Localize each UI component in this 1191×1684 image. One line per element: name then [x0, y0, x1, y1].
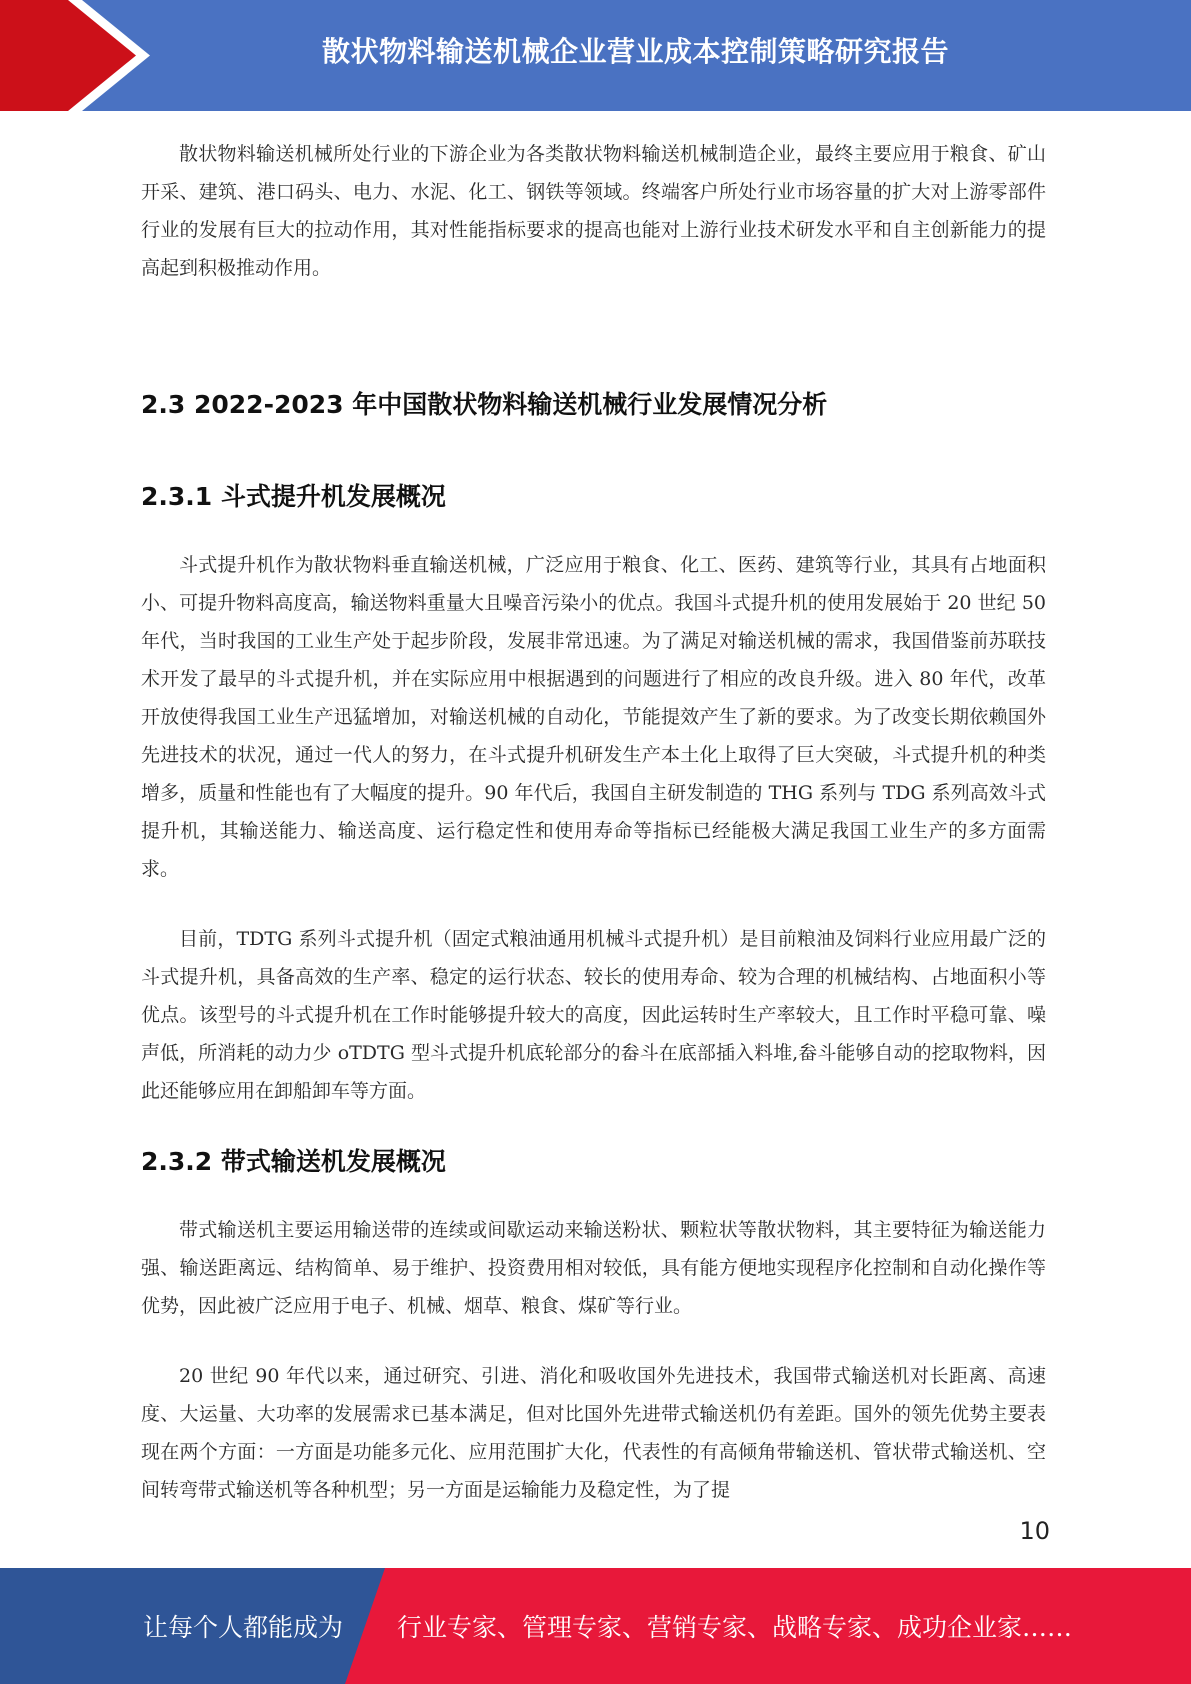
paragraph: 目前，TDTG 系列斗式提升机（固定式粮油通用机械斗式提升机）是目前粮油及饲料行业应用最广泛的斗式提升机，具备高效的生产率、稳定的运行状态、较长的使用寿命、较为合理的机械结构、占地面积小等优点。该型号的斗式提升机在工作时能够提升较大的高度，因此运转时生产率较大，且工作时平稳可靠、噪声低，所消耗的动力少 oTDTG 型斗式提升机底轮部分的畚斗在底部插入料堆,畚斗能够自动的挖取物料，因此还能够应用在卸船卸车等方面。	[141, 928, 1046, 1102]
paragraph: 20 世纪 90 年代以来，通过研究、引进、消化和吸收国外先进技术，我国带式输送机对长距离、高速度、大运量、大功率的发展需求已基本满足，但对比国外先进带式输送机仍有差距。国外的领先优势主要表现在两个方面：一方面是功能多元化、应用范围扩大化，代表性的有高倾角带输送机、管状带式输送机、空间转弯带式输送机等各种机型；另一方面是运输能力及稳定性，为了提	[141, 1365, 1046, 1501]
header-arrow-decoration	[0, 0, 160, 111]
paragraph: 斗式提升机作为散状物料垂直输送机械，广泛应用于粮食、化工、医药、建筑等行业，其具有占地面积小、可提升物料高度高，输送物料重量大且噪音污染小的优点。我国斗式提升机的使用发展始于 20 世纪 50 年代，当时我国的工业生产处于起步阶段，发展非常迅速。为了满足对输送机械的需求，我国借鉴前苏联技术开发了最早的斗式提升机，并在实际应用中根据遇到的问题进行了相应的改良升级。进入 80 年代，改革开放使得我国工业生产迅猛增加，对输送机械的自动化，节能提效产生了新的要求。为了改变长期依赖国外先进技术的状况，通过一代人的努力，在斗式提升机研发生产本土化上取得了巨大突破，斗式提升机的种类增多，质量和性能也有了大幅度的提升。90 年代后，我国自主研发制造的 THG 系列与 TDG 系列高效斗式提升机，其输送能力、输送高度、运行稳定性和使用寿命等指标已经能极大满足我国工业生产的多方面需求。	[141, 554, 1046, 880]
section-2-3	[141, 385, 1046, 421]
section-2-3-1-heading: 2.3.1 斗式提升机发展概况	[141, 482, 446, 511]
page-footer	[0, 1568, 1191, 1684]
section-2-3-1-body-2	[141, 920, 1046, 1110]
section-2-3-1	[141, 477, 1046, 513]
footer-slogan-left: 让每个人都能成为	[143, 1613, 344, 1642]
page-header	[0, 0, 1191, 111]
section-2-3-1-body	[141, 546, 1046, 888]
section-2-3-2	[141, 1142, 1046, 1178]
intro-section	[141, 135, 1046, 287]
section-2-3-2-body	[141, 1211, 1046, 1325]
paragraph: 带式输送机主要运用输送带的连续或间歇运动来输送粉状、颗粒状等散状物料，其主要特征为输送能力强、输送距离远、结构简单、易于维护、投资费用相对较低，具有能方便地实现程序化控制和自动化操作等优势，因此被广泛应用于电子、机械、烟草、粮食、煤矿等行业。	[141, 1219, 1046, 1317]
page-number: 10	[1019, 1517, 1050, 1545]
report-title: 散状物料输送机械企业营业成本控制策略研究报告	[321, 35, 949, 68]
section-2-3-2-body-2	[141, 1357, 1046, 1509]
section-2-3-heading: 2.3 2022-2023 年中国散状物料输送机械行业发展情况分析	[141, 390, 828, 419]
section-2-3-2-heading: 2.3.2 带式输送机发展概况	[141, 1147, 446, 1176]
footer-slogan-right: 行业专家、管理专家、营销专家、战略专家、成功企业家……	[397, 1613, 1073, 1642]
intro-paragraph: 散状物料输送机械所处行业的下游企业为各类散状物料输送机械制造企业，最终主要应用于粮食、矿山开采、建筑、港口码头、电力、水泥、化工、钢铁等领域。终端客户所处行业市场容量的扩大对上游零部件行业的发展有巨大的拉动作用，其对性能指标要求的提高也能对上游行业技术研发水平和自主创新能力的提高起到积极推动作用。	[141, 143, 1046, 279]
